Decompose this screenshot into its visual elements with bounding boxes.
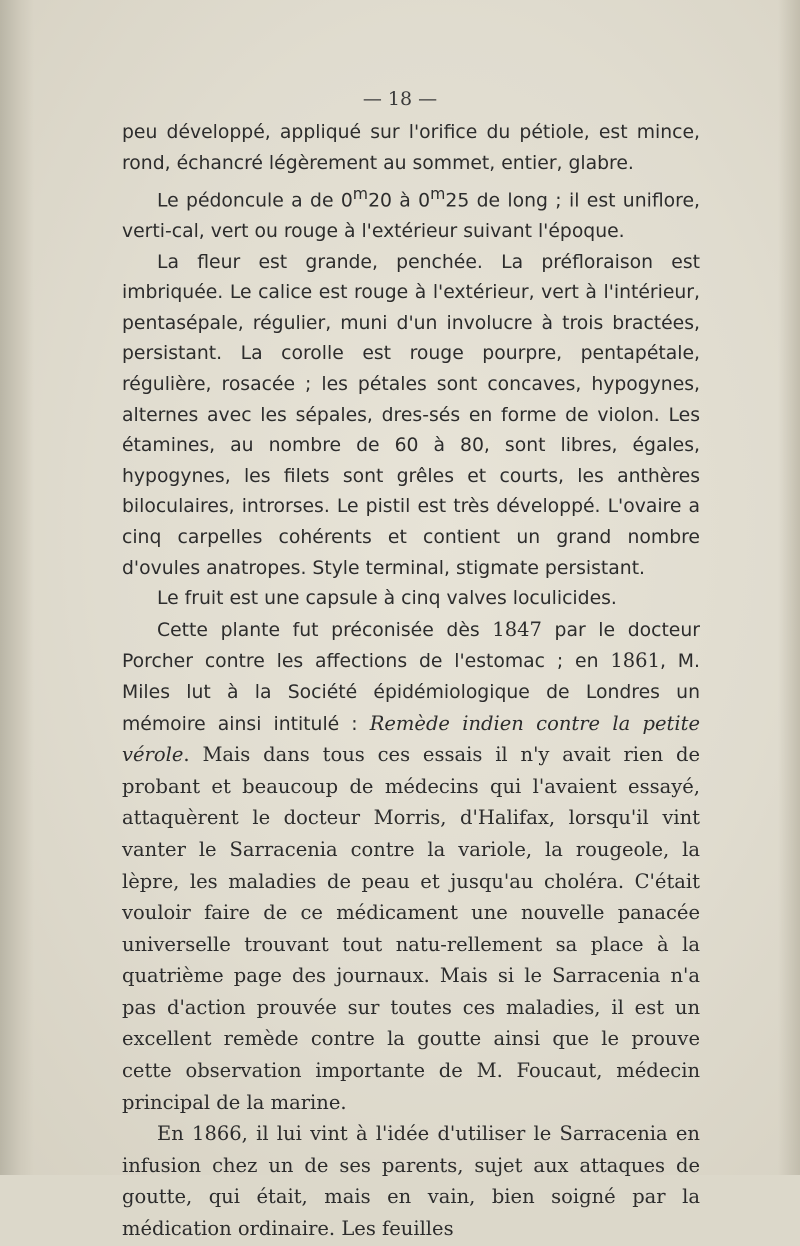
- page-number: — 18 —: [362, 88, 438, 110]
- history-text-d: . Mais dans tous ces essais il n'y avait rien de probant et beaucoup de médecins qui l'avaient essayé, attaquèrent le docteur Morris, d'Halifax, lorsqu'il vint vanter le Sarracenia contre la variole, la rougeole, la lèpre, les maladies de peau et jusqu'au choléra. C'était vouloir faire de ce médicament une nouvelle panacée universelle trouvant tout natu-rellement sa place à la quatrième page des journaux. Mais si le Sarracenia n'a pas d'action prouvée sur toutes ces maladies, il est un excellent remède contre la goutte ainsi que le prouve cette observation importante de M. Foucaut, médecin principal de la marine.: [122, 743, 700, 1114]
- text-1866-a: En: [157, 1122, 193, 1146]
- history-text-a: Cette plante fut préconisée dès: [157, 619, 493, 641]
- year-1847: 1847: [492, 617, 542, 641]
- unit-superscript: m: [430, 184, 446, 204]
- paragraph-fruit: Le fruit est une capsule à cinq valves loculicides.: [157, 588, 617, 610]
- peduncle-text-c: 25 de long ; il est uniflore, verti-cal, vert ou rouge à l'extérieur suivant l'époque.: [122, 190, 700, 243]
- paragraph-1866: [122, 1119, 700, 1245]
- text-1866-b: , il lui vint à l'idée d'utiliser le Sarracenia en infusion chez un de ses parents, sujet aux attaques de goutte, qui était, mais en vain, bien soigné par la médication ordinaire. Les feuilles: [122, 1122, 700, 1241]
- year-1861: 1861: [610, 649, 660, 673]
- history-text-c: , M. Miles lut à la Société épidémiologique de Londres un mémoire ainsi intitulé :: [122, 651, 700, 735]
- peduncle-text-a: Le pédoncule a de 0: [157, 190, 353, 212]
- page-edge-shadow-left: [0, 0, 34, 1175]
- paragraph-flower: La fleur est grande, penchée. La préfloraison est imbriquée. Le calice est rouge à l'extérieur, vert à l'intérieur, pentasépale, régulier, muni d'un involucre à trois bractées, persistant. La corolle est rouge pourpre, pentapétale, régulière, rosacée ; les pétales sont concaves, hypogynes, alternes avec les sépales, dres-sés en forme de violon. Les étamines, au nombre de 60 à 80, sont libres, égales, hypogynes, les filets sont grêles et courts, les anthères biloculaires, introrses. Le pistil est très développé. L'ovaire a cinq carpelles cohérents et contient un grand nombre d'ovules anatropes. Style terminal, stigmate persistant.: [122, 251, 700, 579]
- page-edge-shadow-right: [778, 0, 800, 1175]
- memoir-title: Remède indien contre la petite vérole: [122, 711, 700, 767]
- paragraph-history: [122, 615, 700, 1120]
- peduncle-text-b: 20 à 0: [368, 190, 431, 212]
- paragraph-continuation: peu développé, appliqué sur l'orifice du pétiole, est mince, rond, échancré légèrement au sommet, entier, glabre.: [122, 122, 700, 174]
- paragraph-peduncle: [122, 179, 700, 247]
- history-text-b: par le docteur Porcher contre les affections de l'estomac ; en: [122, 619, 700, 673]
- body-text: [122, 118, 700, 1246]
- unit-superscript: m: [352, 184, 369, 204]
- year-1866: 1866: [192, 1122, 242, 1146]
